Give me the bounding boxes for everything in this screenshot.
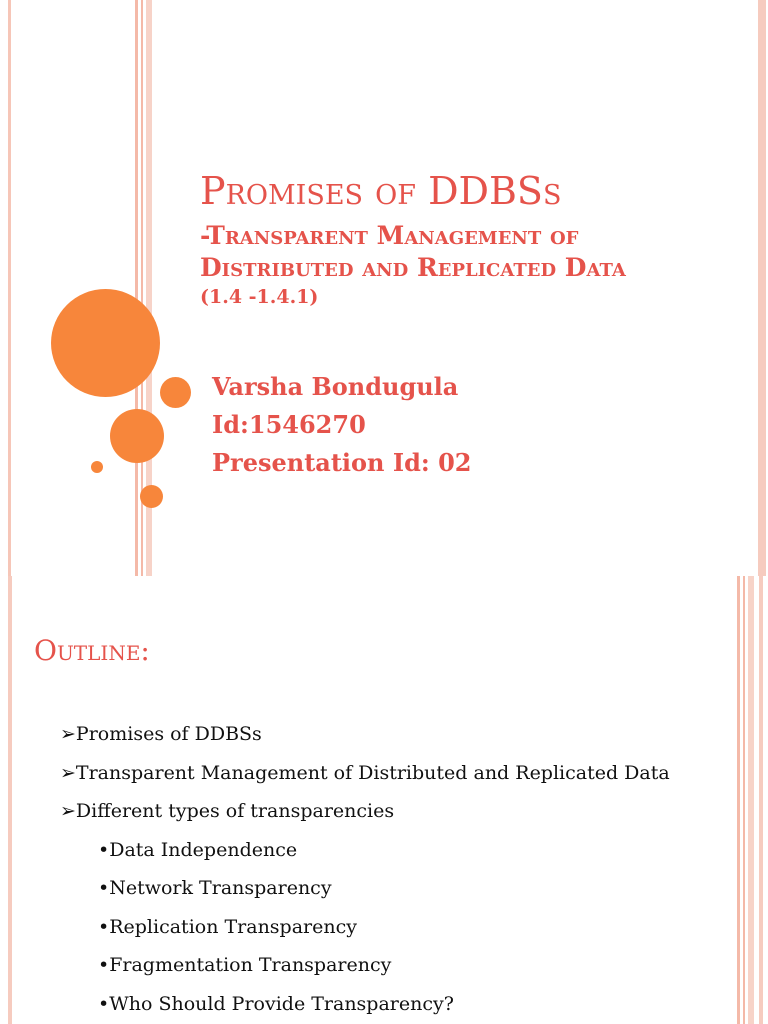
decor-stripe: [8, 0, 11, 576]
decor-stripe: [135, 0, 138, 576]
list-item: [60, 876, 670, 915]
title-main: Promises of DDBSs: [200, 169, 562, 213]
decor-stripe: [743, 576, 745, 1024]
slide-title: [200, 170, 760, 309]
list-item-text: Fragmentation Transparency: [109, 954, 392, 976]
author-id: Id:1546270: [212, 410, 366, 439]
dot-bullet-icon: •: [98, 915, 110, 938]
outline-title: Outline:: [34, 634, 150, 667]
arrow-bullet-icon: ➢: [60, 723, 76, 745]
list-item-text: Promises of DDBSs: [75, 723, 262, 745]
presentation-id: Presentation Id: 02: [212, 448, 472, 477]
decor-stripe: [759, 576, 763, 1024]
dot-bullet-icon: •: [98, 838, 110, 861]
arrow-bullet-icon: ➢: [60, 761, 76, 784]
arrow-bullet-icon: ➢: [60, 800, 76, 822]
title-sub-line1: -Transparent Management of: [200, 220, 579, 250]
list-item-text: Transparent Management of Distributed and Replicated Data: [75, 761, 670, 784]
list-item-text: Data Independence: [109, 838, 298, 861]
dot-bullet-icon: •: [98, 877, 110, 899]
list-item-text: Replication Transparency: [109, 915, 357, 938]
author-name: Varsha Bondugula: [212, 372, 459, 401]
decor-stripe: [748, 576, 754, 1024]
decor-stripe: [737, 576, 740, 1024]
title-sub-line2: Distributed and Replicated Data: [200, 253, 626, 283]
decor-circle-small: [91, 461, 103, 473]
list-item: [60, 838, 670, 877]
list-item-text: Who Should Provide Transparency?: [109, 992, 454, 1015]
list-item: [60, 799, 670, 838]
decor-circle: [140, 485, 163, 508]
list-item-text: Network Transparency: [109, 877, 332, 899]
list-item: [60, 761, 670, 800]
decor-circle-large: [51, 289, 160, 397]
outline-list: [60, 722, 670, 1024]
author-block: [212, 368, 471, 482]
dot-bullet-icon: •: [98, 992, 110, 1015]
decor-circle: [110, 409, 164, 463]
outline-slide: [0, 576, 768, 1024]
list-item: [60, 915, 670, 954]
list-item: [60, 992, 670, 1024]
decor-stripe: [8, 576, 12, 1024]
section-range: (1.4 -1.4.1): [200, 285, 319, 308]
list-item: [60, 722, 670, 761]
list-item-text: Different types of transparencies: [75, 800, 395, 822]
dot-bullet-icon: •: [98, 954, 110, 976]
list-item: [60, 953, 670, 992]
decor-circle: [160, 377, 191, 408]
